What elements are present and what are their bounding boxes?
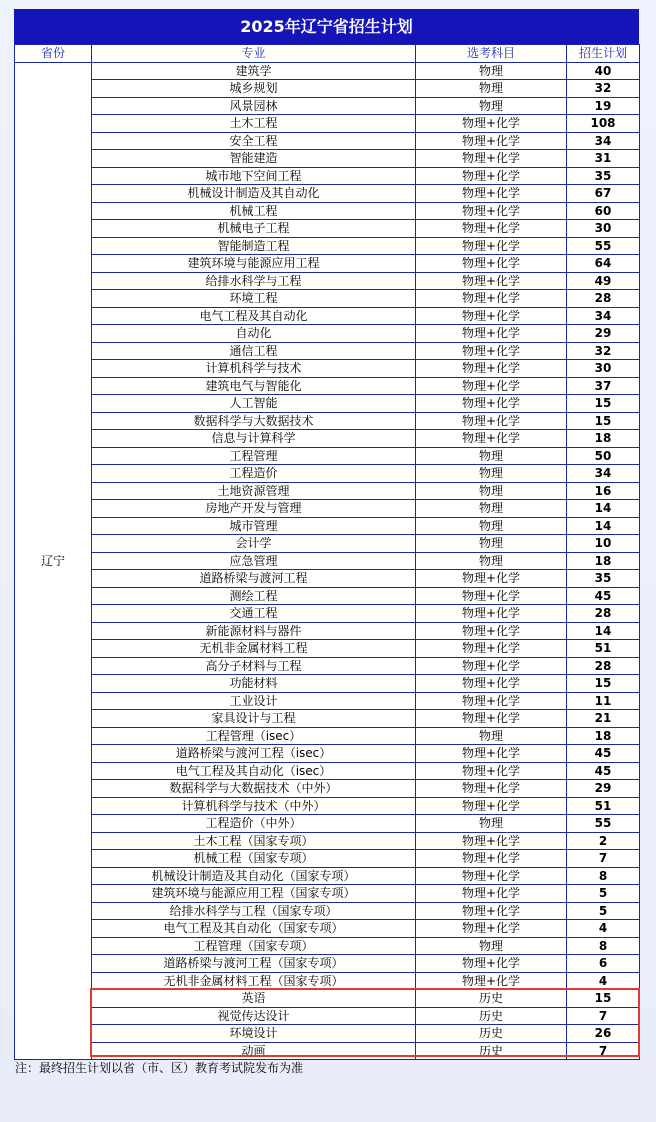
major-cell: 城乡规划 [92,80,416,98]
table-row [15,867,640,885]
subjects-cell: 物理+化学 [416,657,567,675]
table-row [15,797,640,815]
table-row [15,1007,640,1025]
major-cell: 功能材料 [92,675,416,693]
quota-cell: 14 [567,500,640,518]
subjects-cell: 物理+化学 [416,202,567,220]
quota-cell: 55 [567,815,640,833]
subjects-cell: 物理+化学 [416,132,567,150]
major-cell: 交通工程 [92,605,416,623]
table-row [15,167,640,185]
quota-cell: 29 [567,325,640,343]
subjects-cell: 物理+化学 [416,797,567,815]
major-cell: 无机非金属材料工程 [92,640,416,658]
major-cell: 数据科学与大数据技术（中外） [92,780,416,798]
major-cell: 给排水科学与工程（国家专项） [92,902,416,920]
table-row [15,202,640,220]
major-cell: 工程造价（中外） [92,815,416,833]
table-row [15,710,640,728]
table-row [15,517,640,535]
quota-cell: 21 [567,710,640,728]
quota-cell: 26 [567,1025,640,1043]
subjects-cell: 物理+化学 [416,255,567,273]
table-row [15,255,640,273]
major-cell: 城市管理 [92,517,416,535]
quota-cell: 11 [567,692,640,710]
table-row [15,1042,640,1060]
subjects-cell: 物理+化学 [416,115,567,133]
quota-cell: 28 [567,605,640,623]
major-cell: 通信工程 [92,342,416,360]
quota-cell: 10 [567,535,640,553]
major-cell: 工程管理（isec） [92,727,416,745]
table-row [15,500,640,518]
subjects-cell: 历史 [416,1025,567,1043]
major-cell: 建筑环境与能源应用工程（国家专项） [92,885,416,903]
major-cell: 计算机科学与技术（中外） [92,797,416,815]
major-cell: 电气工程及其自动化（国家专项） [92,920,416,938]
table-row [15,990,640,1008]
table-row [15,97,640,115]
quota-cell: 4 [567,920,640,938]
major-cell: 土木工程 [92,115,416,133]
subjects-cell: 物理+化学 [416,640,567,658]
quota-cell: 40 [567,62,640,80]
major-cell: 工业设计 [92,692,416,710]
subjects-cell: 物理+化学 [416,220,567,238]
subjects-cell: 物理+化学 [416,307,567,325]
quota-cell: 15 [567,990,640,1008]
subjects-cell: 物理+化学 [416,780,567,798]
subjects-cell: 物理 [416,482,567,500]
major-cell: 道路桥梁与渡河工程（isec） [92,745,416,763]
table-row [15,570,640,588]
subjects-cell: 物理 [416,727,567,745]
subjects-cell: 物理 [416,80,567,98]
subjects-cell: 物理+化学 [416,622,567,640]
major-cell: 机械工程 [92,202,416,220]
table-row [15,552,640,570]
subjects-cell: 物理 [416,97,567,115]
major-cell: 视觉传达设计 [92,1007,416,1025]
quota-cell: 28 [567,290,640,308]
quota-cell: 31 [567,150,640,168]
table-row [15,395,640,413]
table-row [15,832,640,850]
quota-cell: 51 [567,797,640,815]
subjects-cell: 物理+化学 [416,587,567,605]
quota-cell: 18 [567,552,640,570]
quota-cell: 35 [567,167,640,185]
table-row [15,762,640,780]
major-cell: 英语 [92,990,416,1008]
major-cell: 高分子材料与工程 [92,657,416,675]
quota-cell: 4 [567,972,640,990]
table-row [15,325,640,343]
major-cell: 自动化 [92,325,416,343]
major-cell: 智能建造 [92,150,416,168]
table-row [15,692,640,710]
table-row [15,360,640,378]
quota-cell: 14 [567,517,640,535]
major-cell: 新能源材料与器件 [92,622,416,640]
quota-cell: 34 [567,132,640,150]
subjects-cell: 物理+化学 [416,360,567,378]
subjects-cell: 物理+化学 [416,290,567,308]
table-row [15,412,640,430]
major-cell: 会计学 [92,535,416,553]
major-cell: 城市地下空间工程 [92,167,416,185]
quota-cell: 7 [567,1042,640,1060]
major-cell: 电气工程及其自动化 [92,307,416,325]
quota-cell: 34 [567,465,640,483]
subjects-cell: 物理 [416,447,567,465]
quota-cell: 34 [567,307,640,325]
subjects-cell: 物理+化学 [416,710,567,728]
quota-cell: 8 [567,937,640,955]
major-cell: 机械设计制造及其自动化 [92,185,416,203]
subjects-cell: 物理+化学 [416,570,567,588]
header-major: 专业 [92,45,416,63]
table-row [15,657,640,675]
subjects-cell: 物理+化学 [416,902,567,920]
major-cell: 风景园林 [92,97,416,115]
table-row [15,920,640,938]
quota-cell: 7 [567,1007,640,1025]
table-row [15,237,640,255]
table-row [15,535,640,553]
major-cell: 工程管理（国家专项） [92,937,416,955]
major-cell: 给排水科学与工程 [92,272,416,290]
major-cell: 计算机科学与技术 [92,360,416,378]
major-cell: 房地产开发与管理 [92,500,416,518]
subjects-cell: 物理+化学 [416,412,567,430]
quota-cell: 5 [567,902,640,920]
quota-cell: 32 [567,342,640,360]
subjects-cell: 物理+化学 [416,185,567,203]
major-cell: 建筑学 [92,62,416,80]
major-cell: 建筑电气与智能化 [92,377,416,395]
quota-cell: 16 [567,482,640,500]
major-cell: 机械电子工程 [92,220,416,238]
quota-cell: 67 [567,185,640,203]
major-cell: 人工智能 [92,395,416,413]
quota-cell: 19 [567,97,640,115]
subjects-cell: 物理+化学 [416,605,567,623]
quota-cell: 35 [567,570,640,588]
subjects-cell: 历史 [416,1007,567,1025]
table-title: 2025年辽宁省招生计划 [14,9,639,44]
table-row [15,482,640,500]
table-row [15,587,640,605]
quota-cell: 15 [567,675,640,693]
quota-cell: 45 [567,762,640,780]
subjects-cell: 物理+化学 [416,342,567,360]
quota-cell: 50 [567,447,640,465]
table-row [15,640,640,658]
table-row [15,902,640,920]
footnote: 注：最终招生计划以省（市、区）教育考试院发布为准 [15,1061,304,1075]
subjects-cell: 物理+化学 [416,395,567,413]
subjects-cell: 物理+化学 [416,972,567,990]
table-row [15,80,640,98]
major-cell: 机械工程（国家专项） [92,850,416,868]
major-cell: 数据科学与大数据技术 [92,412,416,430]
subjects-cell: 物理 [416,62,567,80]
quota-cell: 37 [567,377,640,395]
quota-cell: 108 [567,115,640,133]
subjects-cell: 物理+化学 [416,272,567,290]
province-cell: 辽宁 [15,62,92,1060]
quota-cell: 32 [567,80,640,98]
subjects-cell: 物理+化学 [416,167,567,185]
header-row [15,45,640,63]
major-cell: 土地资源管理 [92,482,416,500]
table-row [15,307,640,325]
enrollment-table [14,44,640,1060]
table-row [15,272,640,290]
quota-cell: 30 [567,220,640,238]
table-row [15,850,640,868]
table-body [15,62,640,1060]
major-cell: 无机非金属材料工程（国家专项） [92,972,416,990]
table-row [15,220,640,238]
quota-cell: 5 [567,885,640,903]
subjects-cell: 历史 [416,990,567,1008]
table-row [15,937,640,955]
header-province: 省份 [15,45,92,63]
quota-cell: 28 [567,657,640,675]
quota-cell: 29 [567,780,640,798]
subjects-cell: 物理 [416,535,567,553]
quota-cell: 51 [567,640,640,658]
table-row [15,605,640,623]
header-subjects: 选考科目 [416,45,567,63]
table-row [15,62,640,80]
subjects-cell: 物理 [416,937,567,955]
subjects-cell: 物理+化学 [416,762,567,780]
subjects-cell: 物理 [416,500,567,518]
subjects-cell: 物理 [416,815,567,833]
subjects-cell: 物理+化学 [416,955,567,973]
subjects-cell: 物理 [416,552,567,570]
table-row [15,132,640,150]
major-cell: 信息与计算科学 [92,430,416,448]
quota-cell: 18 [567,430,640,448]
table-row [15,150,640,168]
table-row [15,465,640,483]
subjects-cell: 物理+化学 [416,692,567,710]
table-row [15,955,640,973]
table-row [15,885,640,903]
major-cell: 道路桥梁与渡河工程（国家专项） [92,955,416,973]
subjects-cell: 物理+化学 [416,850,567,868]
quota-cell: 8 [567,867,640,885]
table-row [15,972,640,990]
subjects-cell: 物理+化学 [416,237,567,255]
quota-cell: 45 [567,745,640,763]
major-cell: 应急管理 [92,552,416,570]
table-row [15,342,640,360]
enrollment-plan-sheet [14,9,639,1060]
table-row [15,675,640,693]
table-row [15,727,640,745]
quota-cell: 6 [567,955,640,973]
quota-cell: 60 [567,202,640,220]
table-row [15,290,640,308]
table-row [15,745,640,763]
major-cell: 工程造价 [92,465,416,483]
subjects-cell: 物理+化学 [416,885,567,903]
major-cell: 电气工程及其自动化（isec） [92,762,416,780]
major-cell: 环境设计 [92,1025,416,1043]
table-row [15,780,640,798]
quota-cell: 49 [567,272,640,290]
table-row [15,815,640,833]
table-row [15,377,640,395]
major-cell: 测绘工程 [92,587,416,605]
quota-cell: 2 [567,832,640,850]
table-row [15,115,640,133]
subjects-cell: 物理+化学 [416,745,567,763]
quota-cell: 45 [567,587,640,605]
quota-cell: 7 [567,850,640,868]
major-cell: 环境工程 [92,290,416,308]
subjects-cell: 物理+化学 [416,832,567,850]
subjects-cell: 历史 [416,1042,567,1060]
table-row [15,430,640,448]
subjects-cell: 物理+化学 [416,150,567,168]
major-cell: 建筑环境与能源应用工程 [92,255,416,273]
quota-cell: 14 [567,622,640,640]
table-row [15,447,640,465]
header-quota: 招生计划 [567,45,640,63]
major-cell: 机械设计制造及其自动化（国家专项） [92,867,416,885]
subjects-cell: 物理+化学 [416,325,567,343]
quota-cell: 18 [567,727,640,745]
subjects-cell: 物理+化学 [416,377,567,395]
subjects-cell: 物理+化学 [416,920,567,938]
major-cell: 动画 [92,1042,416,1060]
subjects-cell: 物理+化学 [416,867,567,885]
table-row [15,622,640,640]
table-row [15,1025,640,1043]
major-cell: 安全工程 [92,132,416,150]
major-cell: 工程管理 [92,447,416,465]
quota-cell: 64 [567,255,640,273]
major-cell: 家具设计与工程 [92,710,416,728]
subjects-cell: 物理 [416,465,567,483]
subjects-cell: 物理 [416,517,567,535]
subjects-cell: 物理+化学 [416,430,567,448]
quota-cell: 15 [567,395,640,413]
major-cell: 土木工程（国家专项） [92,832,416,850]
subjects-cell: 物理+化学 [416,675,567,693]
major-cell: 智能制造工程 [92,237,416,255]
major-cell: 道路桥梁与渡河工程 [92,570,416,588]
quota-cell: 55 [567,237,640,255]
table-row [15,185,640,203]
quota-cell: 30 [567,360,640,378]
quota-cell: 15 [567,412,640,430]
